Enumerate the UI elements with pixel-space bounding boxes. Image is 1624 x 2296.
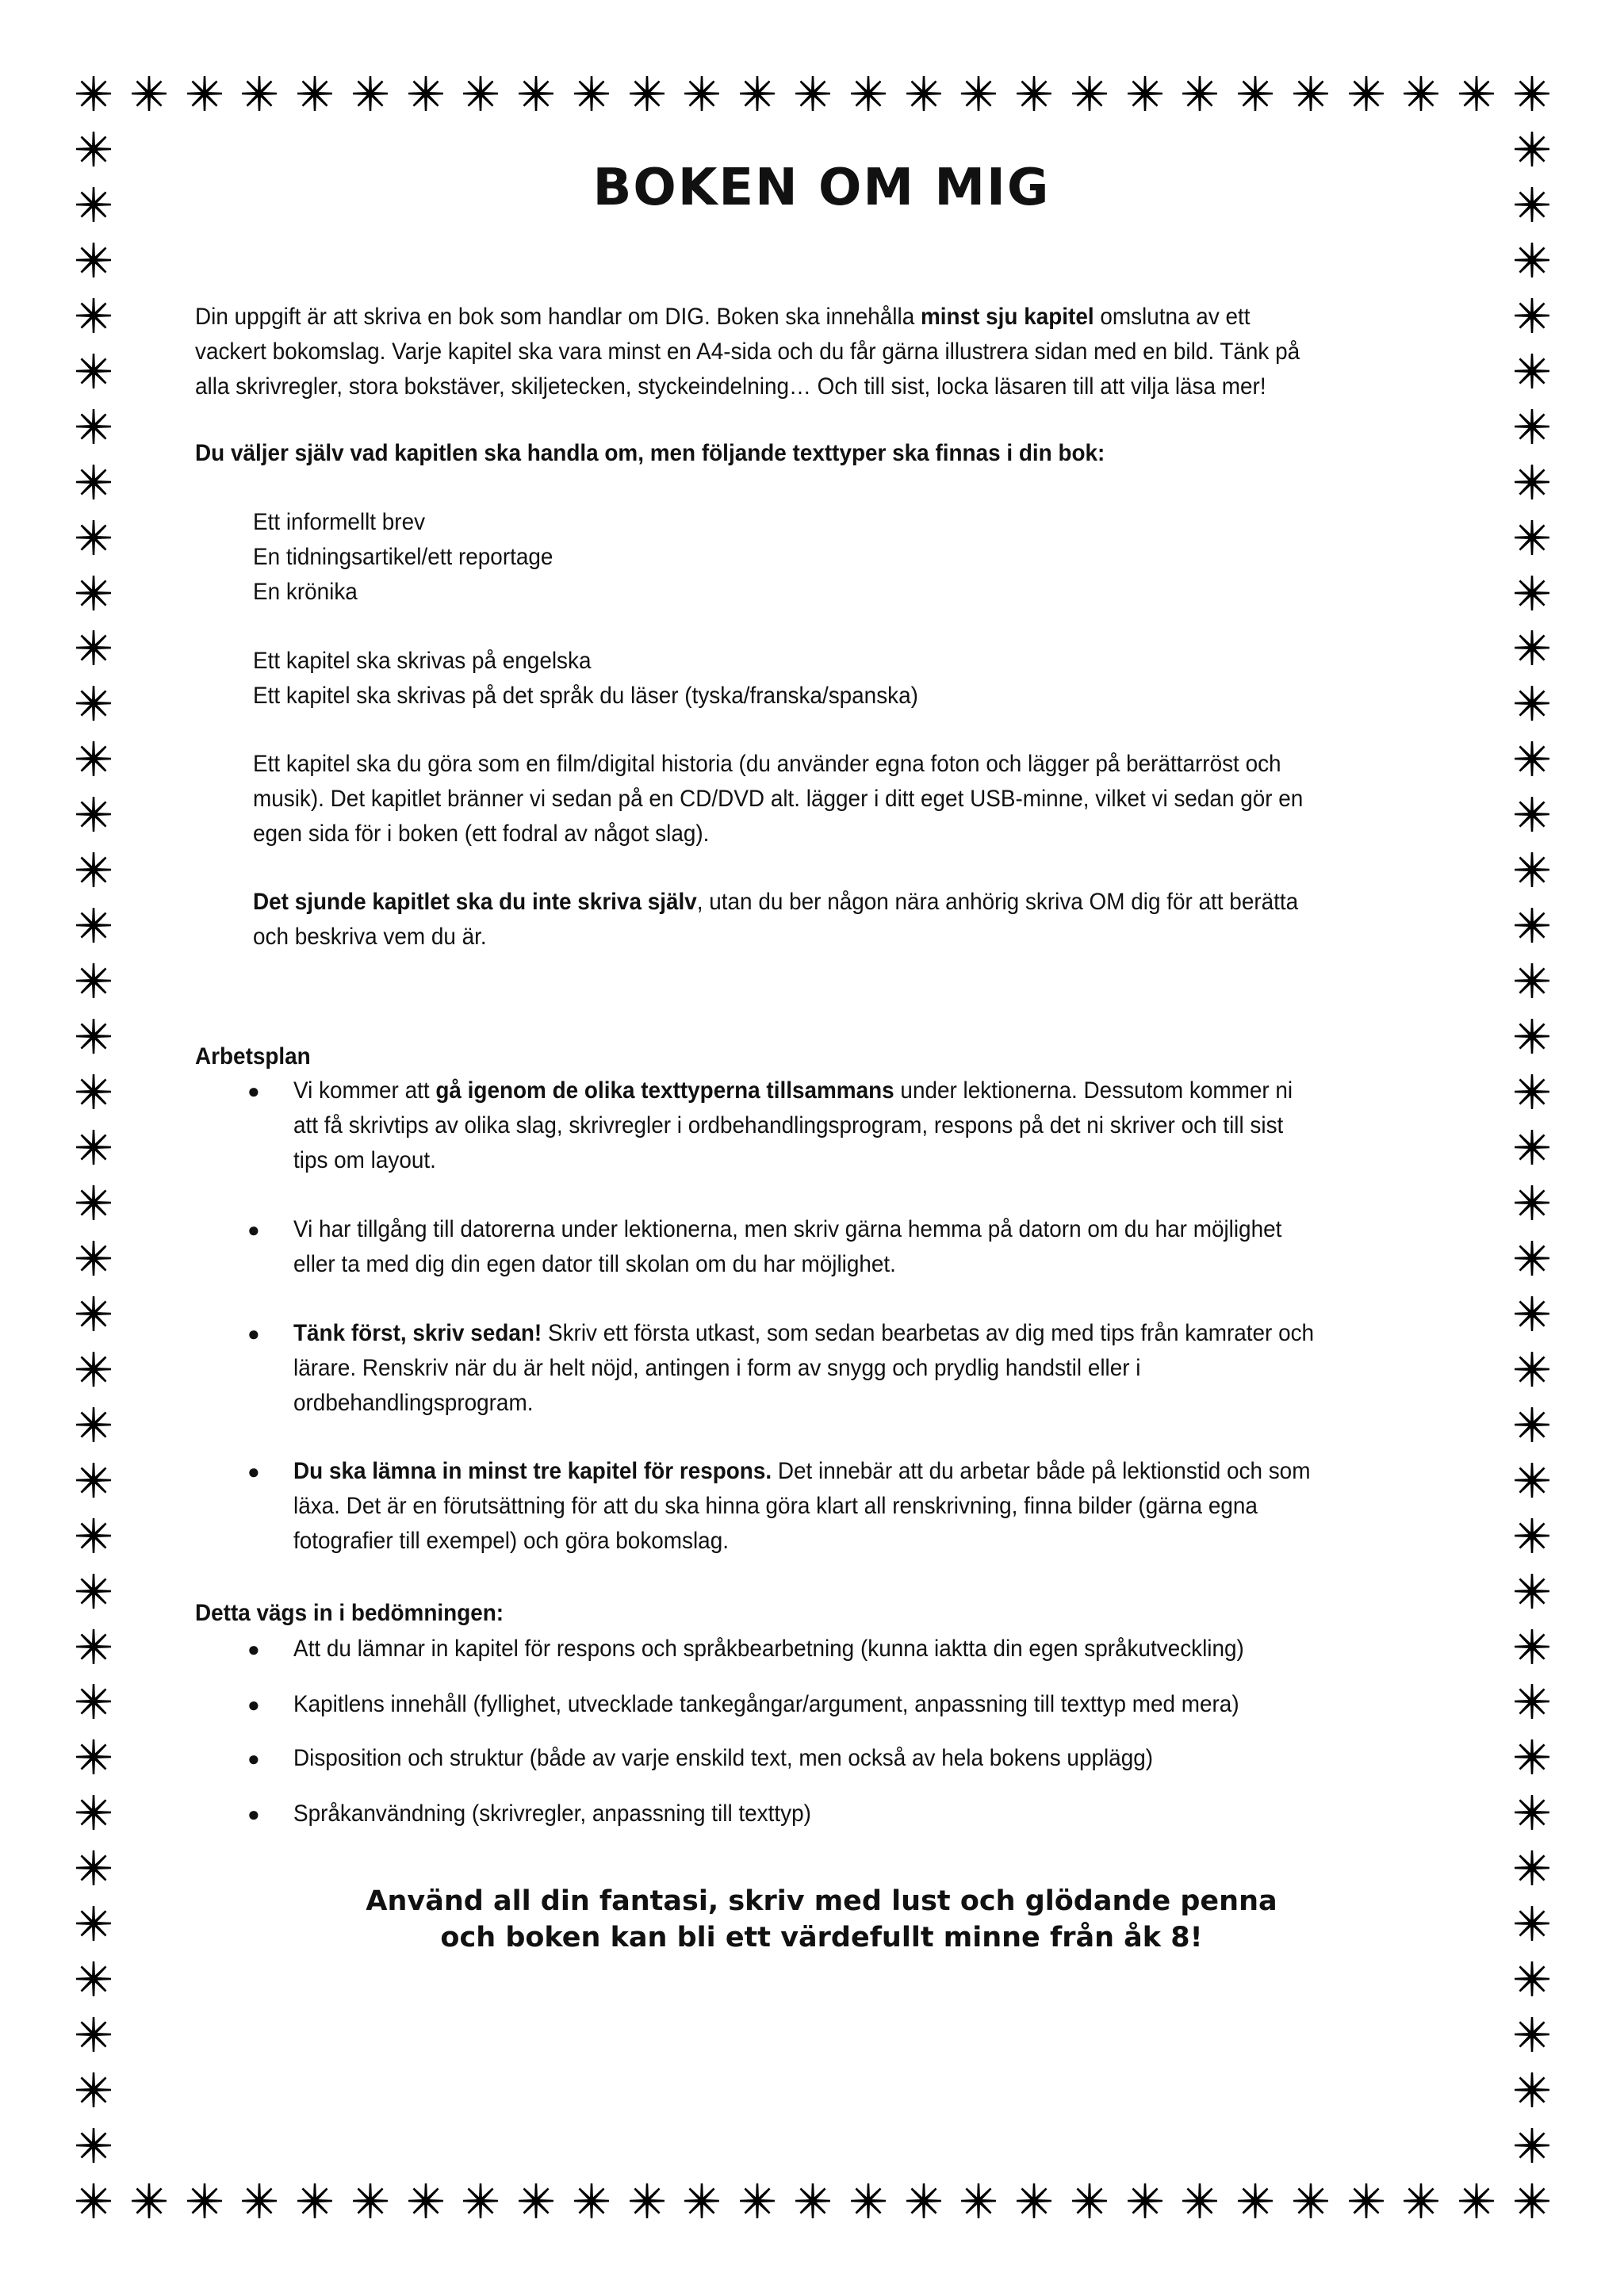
asterisk-flower-icon (1237, 75, 1274, 112)
asterisk-flower-icon (1237, 2183, 1274, 2219)
texttype-item: Ett informellt brev (253, 509, 426, 535)
asterisk-flower-icon (1348, 2183, 1385, 2219)
asterisk-flower-icon (1514, 962, 1550, 999)
texttypes-heading: Du väljer själv vad kapitlen ska handla om, men följande texttyper ska finnas i din bok: (195, 440, 1105, 466)
asterisk-flower-icon (1514, 575, 1550, 611)
asterisk-flower-icon (75, 1794, 112, 1831)
asterisk-flower-icon (75, 2183, 112, 2219)
arbetsplan-text: under lektionerna. Dessutom kommer ni (894, 1077, 1293, 1104)
intro-line-3: alla skrivregler, stora bokstäver, skiljetecken, styckeindelning… Och till sist, locka läsaren till att vilja läsa mer! (195, 373, 1266, 400)
intro-text: Din uppgift är att skriva en bok som handlar om DIG. Boken ska innehålla (195, 304, 921, 330)
bullet-icon: ● (247, 1747, 260, 1770)
assessment-heading: Detta vägs in i bedömningen: (195, 1600, 504, 1626)
arbetsplan-item-3-line-2: lärare. Renskriv när du är helt nöjd, antingen i form av snygg och prydlig handstil eller i (293, 1355, 1141, 1381)
asterisk-flower-icon (75, 1739, 112, 1775)
bullet-icon: ● (247, 1460, 260, 1483)
asterisk-flower-icon (462, 2183, 499, 2219)
asterisk-flower-icon (75, 907, 112, 943)
asterisk-flower-icon (75, 1517, 112, 1554)
intro-bold-text: minst sju kapitel (920, 304, 1094, 330)
asterisk-flower-icon (1514, 1184, 1550, 1221)
arbetsplan-item-4-line-1 (293, 1454, 1310, 1489)
asterisk-flower-icon (1514, 2016, 1550, 2053)
asterisk-flower-icon (75, 629, 112, 666)
arbetsplan-text: Det innebär att du arbetar både på lektionstid och som (772, 1458, 1311, 1484)
asterisk-flower-icon (1514, 519, 1550, 556)
asterisk-flower-icon (1514, 1073, 1550, 1110)
asterisk-flower-icon (960, 2183, 997, 2219)
arbetsplan-text: Vi kommer att (293, 1077, 436, 1104)
asterisk-flower-icon (573, 75, 610, 112)
asterisk-flower-icon (75, 519, 112, 556)
assessment-item: Att du lämnar in kapitel för respons och språkbearbetning (kunna iaktta din egen språkutveckling) (293, 1636, 1244, 1662)
asterisk-flower-icon (131, 2183, 167, 2219)
asterisk-flower-icon (1514, 1961, 1550, 1997)
seventh-chapter-bold: Det sjunde kapitlet ska du inte skriva själv (253, 889, 697, 915)
asterisk-flower-icon (75, 1295, 112, 1332)
asterisk-flower-icon (462, 75, 499, 112)
asterisk-flower-icon (1071, 75, 1108, 112)
asterisk-flower-icon (1514, 408, 1550, 445)
asterisk-flower-icon (75, 1406, 112, 1443)
asterisk-flower-icon (75, 1351, 112, 1387)
asterisk-flower-icon (75, 1018, 112, 1054)
asterisk-flower-icon (739, 75, 776, 112)
asterisk-flower-icon (75, 1462, 112, 1498)
asterisk-flower-icon (75, 2072, 112, 2108)
asterisk-flower-icon (1514, 2127, 1550, 2164)
asterisk-flower-icon (186, 75, 223, 112)
arbetsplan-bold-text: Tänk först, skriv sedan! (293, 1320, 542, 1346)
asterisk-flower-icon (1514, 1905, 1550, 1942)
asterisk-flower-icon (1514, 907, 1550, 943)
asterisk-flower-icon (1514, 1462, 1550, 1498)
asterisk-flower-icon (297, 75, 333, 112)
asterisk-flower-icon (1514, 851, 1550, 888)
asterisk-flower-icon (1514, 629, 1550, 666)
language-item: Ett kapitel ska skrivas på engelska (253, 648, 592, 674)
asterisk-flower-icon (1514, 1018, 1550, 1054)
asterisk-flower-icon (1182, 2183, 1218, 2219)
asterisk-flower-icon (1514, 685, 1550, 721)
asterisk-flower-icon (850, 2183, 887, 2219)
asterisk-flower-icon (75, 1850, 112, 1886)
asterisk-flower-icon (352, 2183, 389, 2219)
asterisk-flower-icon (1514, 75, 1550, 112)
arbetsplan-item-3-line-1 (293, 1316, 1314, 1351)
arbetsplan-item-2-line-1: Vi har tillgång till datorerna under lektionerna, men skriv gärna hemma på datorn om du har möjlighet (293, 1216, 1282, 1242)
asterisk-flower-icon (1514, 1573, 1550, 1609)
asterisk-flower-icon (75, 1683, 112, 1720)
bullet-icon: ● (247, 1218, 260, 1242)
arbetsplan-bold-text: gå igenom de olika texttyperna tillsammans (435, 1077, 894, 1104)
seventh-chapter-line-1 (253, 885, 1298, 920)
seventh-chapter-line-2: och beskriva vem du är. (253, 924, 487, 950)
film-line-1: Ett kapitel ska du göra som en film/digital historia (du använder egna foton och lägger på berättarröst och (253, 751, 1281, 777)
asterisk-flower-icon (75, 1073, 112, 1110)
asterisk-flower-icon (75, 297, 112, 334)
bullet-icon: ● (247, 1079, 260, 1103)
asterisk-flower-icon (1514, 2183, 1550, 2219)
asterisk-flower-icon (75, 2127, 112, 2164)
arbetsplan-text: Skriv ett första utkast, som sedan bearbetas av dig med tips från kamrater och (542, 1320, 1315, 1346)
asterisk-flower-icon (75, 242, 112, 278)
asterisk-flower-icon (408, 2183, 444, 2219)
asterisk-flower-icon (75, 1184, 112, 1221)
closing-line-2: och boken kan bli ett värdefullt minne från åk 8! (440, 1922, 1203, 1954)
asterisk-flower-icon (75, 962, 112, 999)
asterisk-flower-icon (1403, 2183, 1439, 2219)
intro-line-2: vackert bokomslag. Varje kapitel ska vara minst en A4-sida och du får gärna illustrera sidan med en bild. Tänk på (195, 339, 1300, 365)
asterisk-flower-icon (850, 75, 887, 112)
asterisk-flower-icon (241, 2183, 278, 2219)
asterisk-flower-icon (352, 75, 389, 112)
asterisk-flower-icon (1514, 1295, 1550, 1332)
asterisk-flower-icon (75, 685, 112, 721)
asterisk-flower-icon (1514, 186, 1550, 223)
asterisk-flower-icon (1458, 2183, 1495, 2219)
film-line-2: musik). Det kapitlet bränner vi sedan på en CD/DVD alt. lägger i ditt eget USB-minne, vilket vi sedan gör en (253, 786, 1304, 812)
asterisk-flower-icon (1514, 1850, 1550, 1886)
asterisk-flower-icon (1514, 1406, 1550, 1443)
asterisk-flower-icon (1514, 1628, 1550, 1665)
asterisk-flower-icon (75, 75, 112, 112)
arbetsplan-item-1-line-3: tips om layout. (293, 1147, 436, 1173)
arbetsplan-heading: Arbetsplan (195, 1043, 311, 1070)
asterisk-flower-icon (75, 2016, 112, 2053)
asterisk-flower-icon (1514, 464, 1550, 500)
asterisk-flower-icon (684, 2183, 720, 2219)
asterisk-flower-icon (186, 2183, 223, 2219)
asterisk-flower-icon (1293, 75, 1329, 112)
asterisk-flower-icon (629, 75, 665, 112)
asterisk-flower-icon (684, 75, 720, 112)
asterisk-flower-icon (1348, 75, 1385, 112)
bullet-icon: ● (247, 1322, 260, 1345)
asterisk-flower-icon (1403, 75, 1439, 112)
asterisk-flower-icon (1182, 75, 1218, 112)
asterisk-flower-icon (241, 75, 278, 112)
asterisk-flower-icon (75, 1628, 112, 1665)
asterisk-flower-icon (131, 75, 167, 112)
asterisk-flower-icon (1514, 1351, 1550, 1387)
bullet-icon: ● (247, 1802, 260, 1826)
arbetsplan-item-1-line-1 (293, 1073, 1293, 1108)
asterisk-flower-icon (739, 2183, 776, 2219)
asterisk-flower-icon (1016, 75, 1052, 112)
asterisk-flower-icon (1514, 242, 1550, 278)
asterisk-flower-icon (960, 75, 997, 112)
asterisk-flower-icon (75, 1240, 112, 1276)
asterisk-flower-icon (1514, 796, 1550, 832)
intro-line-1 (195, 300, 1251, 335)
asterisk-flower-icon (75, 408, 112, 445)
asterisk-flower-icon (1514, 1129, 1550, 1165)
asterisk-flower-icon (1514, 2072, 1550, 2108)
asterisk-flower-icon (75, 1129, 112, 1165)
asterisk-flower-icon (1127, 75, 1163, 112)
asterisk-flower-icon (1514, 131, 1550, 167)
seventh-chapter-text: , utan du ber någon nära anhörig skriva OM dig för att berätta (696, 889, 1299, 915)
asterisk-flower-icon (1458, 75, 1495, 112)
closing-line-1: Använd all din fantasi, skriv med lust och glödande penna (366, 1885, 1277, 1917)
arbetsplan-item-1-line-2: att få skrivtips av olika slag, skrivregler i ordbehandlingsprogram, respons på det ni skriver och till sist (293, 1112, 1284, 1138)
arbetsplan-item-4-line-2: läxa. Det är en förutsättning för att du ska hinna göra klart all renskrivning, finna bilder (gärna egna (293, 1493, 1258, 1519)
bullet-icon: ● (247, 1693, 260, 1716)
asterisk-flower-icon (75, 186, 112, 223)
asterisk-flower-icon (795, 2183, 831, 2219)
assessment-item: Disposition och struktur (både av varje enskild text, men också av hela bokens upplägg) (293, 1745, 1154, 1771)
asterisk-flower-icon (573, 2183, 610, 2219)
asterisk-flower-icon (75, 851, 112, 888)
arbetsplan-item-2-line-2: eller ta med dig din egen dator till skolan om du har möjlighet. (293, 1251, 896, 1277)
asterisk-flower-icon (629, 2183, 665, 2219)
asterisk-flower-icon (1514, 1683, 1550, 1720)
asterisk-flower-icon (75, 575, 112, 611)
asterisk-flower-icon (906, 75, 942, 112)
asterisk-flower-icon (1514, 1517, 1550, 1554)
asterisk-flower-icon (75, 740, 112, 777)
asterisk-flower-icon (75, 353, 112, 389)
asterisk-flower-icon (1514, 1240, 1550, 1276)
asterisk-flower-icon (1514, 297, 1550, 334)
asterisk-flower-icon (906, 2183, 942, 2219)
asterisk-flower-icon (518, 75, 554, 112)
film-line-3: egen sida för i boken (ett fodral av något slag). (253, 821, 710, 847)
asterisk-flower-icon (408, 75, 444, 112)
asterisk-flower-icon (75, 1961, 112, 1997)
asterisk-flower-icon (1514, 1739, 1550, 1775)
assessment-item: Kapitlens innehåll (fyllighet, utvecklade tankegångar/argument, anpassning till texttyp med mera) (293, 1691, 1239, 1717)
page-title: BOKEN OM MIG (592, 159, 1051, 217)
asterisk-flower-icon (75, 1905, 112, 1942)
asterisk-flower-icon (75, 796, 112, 832)
arbetsplan-item-4-line-3: fotografier till exempel) och göra bokomslag. (293, 1528, 729, 1554)
intro-text: omslutna av ett (1094, 304, 1251, 330)
asterisk-flower-icon (1514, 740, 1550, 777)
texttype-item: En tidningsartikel/ett reportage (253, 544, 553, 570)
asterisk-flower-icon (795, 75, 831, 112)
arbetsplan-bold-text: Du ska lämna in minst tre kapitel för respons. (293, 1458, 772, 1484)
asterisk-flower-icon (297, 2183, 333, 2219)
asterisk-flower-icon (75, 1573, 112, 1609)
bullet-icon: ● (247, 1637, 260, 1661)
assessment-item: Språkanvändning (skrivregler, anpassning till texttyp) (293, 1800, 811, 1827)
asterisk-flower-icon (75, 464, 112, 500)
texttype-item: En krönika (253, 579, 358, 605)
asterisk-flower-icon (1071, 2183, 1108, 2219)
asterisk-flower-icon (1514, 353, 1550, 389)
asterisk-flower-icon (1293, 2183, 1329, 2219)
asterisk-flower-icon (1127, 2183, 1163, 2219)
arbetsplan-item-3-line-3: ordbehandlingsprogram. (293, 1390, 534, 1416)
asterisk-flower-icon (518, 2183, 554, 2219)
asterisk-flower-icon (75, 131, 112, 167)
asterisk-flower-icon (1016, 2183, 1052, 2219)
asterisk-flower-icon (1514, 1794, 1550, 1831)
language-item: Ett kapitel ska skrivas på det språk du läser (tyska/franska/spanska) (253, 683, 918, 709)
